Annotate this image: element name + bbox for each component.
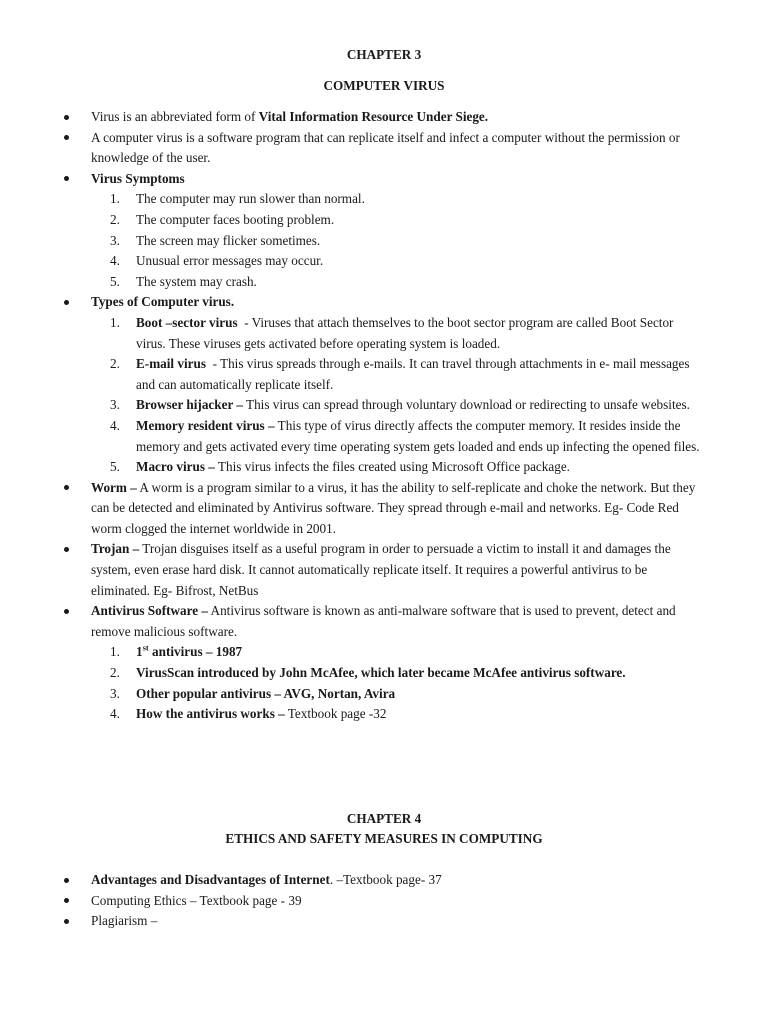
- bullet-worm: Worm – A worm is a program similar to a virus, it has the ability to self-replicate and choke the network. But they can be detected and eliminated by Antivirus software. They spread through e-mail and networks. Eg- Code Red worm clogged the internet worldwide in 2001.: [0, 478, 768, 540]
- chapter-3-label: CHAPTER 3: [346, 47, 422, 62]
- list-item: 4. Memory resident virus – This type of virus directly affects the computer memory. It resides inside the memory and gets activated every time operating system gets loaded and ends up infecting the opened files.: [110, 417, 700, 454]
- list-item: 4. How the antivirus works – Textbook page -32: [110, 706, 387, 722]
- bullet-types-of-virus: [0, 292, 768, 477]
- bullet-definition: A computer virus is a software program that can replicate itself and infect a computer without the permission or knowledge of the user.: [0, 128, 768, 169]
- list-item: 1. The computer may run slower than normal.: [110, 191, 365, 207]
- list-item: 2. E-mail virus - This virus spreads through e-mails. It can travel through attachments in e- mail messages and can automatically replicate itself.: [110, 356, 693, 392]
- types-list: [91, 313, 706, 478]
- chapter-3-title: COMPUTER VIRUS: [323, 78, 445, 93]
- bullet-virus-symptoms: [0, 169, 768, 293]
- list-item: 2. The computer faces booting problem.: [110, 211, 335, 227]
- bullet-dot-icon: [64, 547, 69, 552]
- bullet-dot-icon: [64, 919, 69, 924]
- chapter-4-bullet-list: [0, 870, 768, 932]
- list-item: 3. Browser hijacker – This virus can spread through voluntary download or redirecting to unsafe websites.: [110, 397, 690, 413]
- list-item: 3. Other popular antivirus – AVG, Nortan, Avira: [110, 685, 396, 701]
- bullet-trojan: Trojan – Trojan disguises itself as a useful program in order to persuade a victim to install it and damages the system, even erase hard disk. It cannot automatically replicate itself. It requires a powerful antivirus to be eliminated. Eg- Bifrost, NetBus: [0, 539, 768, 601]
- antivirus-list: [91, 642, 706, 724]
- list-item: 2. VirusScan introduced by John McAfee, which later became McAfee antivirus software.: [110, 665, 626, 681]
- bullet-dot-icon: [64, 609, 69, 614]
- bullet-dot-icon: [64, 898, 69, 903]
- list-item: 5. The system may crash.: [110, 273, 257, 289]
- bullet-dot-icon: [64, 176, 69, 181]
- bullet-dot-icon: [64, 115, 69, 120]
- chapter-4-title: ETHICS AND SAFETY MEASURES IN COMPUTING: [225, 831, 543, 846]
- list-item: 4. Unusual error messages may occur.: [110, 253, 324, 269]
- chapter-4-label: CHAPTER 4: [346, 811, 422, 826]
- bullet-advantages-internet: Advantages and Disadvantages of Internet. –Textbook page- 37: [0, 870, 768, 891]
- bullet-dot-icon: [64, 485, 69, 490]
- symptoms-heading: Virus Symptoms: [91, 170, 185, 186]
- bullet-dot-icon: [64, 300, 69, 305]
- list-item: 1. Boot –sector virus - Viruses that attach themselves to the boot sector program are called Boot Sector virus. These viruses gets activated before operating system is loaded.: [110, 314, 677, 351]
- bullet-computing-ethics: Computing Ethics – Textbook page - 39: [0, 891, 768, 912]
- list-item: 1. 1st antivirus – 1987: [110, 643, 243, 660]
- bullet-dot-icon: [64, 878, 69, 883]
- list-item: 3. The screen may flicker sometimes.: [110, 232, 321, 248]
- bullet-plagiarism: Plagiarism –: [0, 911, 768, 932]
- symptoms-list: [91, 189, 706, 292]
- bullet-abbreviation: Virus is an abbreviated form of Vital Information Resource Under Siege.: [0, 107, 768, 128]
- list-item: 5. Macro virus – This virus infects the files created using Microsoft Office package.: [110, 459, 570, 475]
- types-heading: Types of Computer virus.: [91, 294, 235, 310]
- chapter-3-bullet-list: [0, 107, 768, 725]
- bullet-dot-icon: [64, 135, 69, 140]
- bullet-antivirus-software: Antivirus Software – Antivirus software is known as anti-malware software that is used to prevent, detect and remove malicious software. 1. 1st antivirus – 1987 2. VirusScan introduced by John McAfee, which later became McAfee antivirus software. 3. Other popular antivirus – AVG, Nortan, Avira 4. How the antivirus works – Textbook page -32: [0, 601, 768, 725]
